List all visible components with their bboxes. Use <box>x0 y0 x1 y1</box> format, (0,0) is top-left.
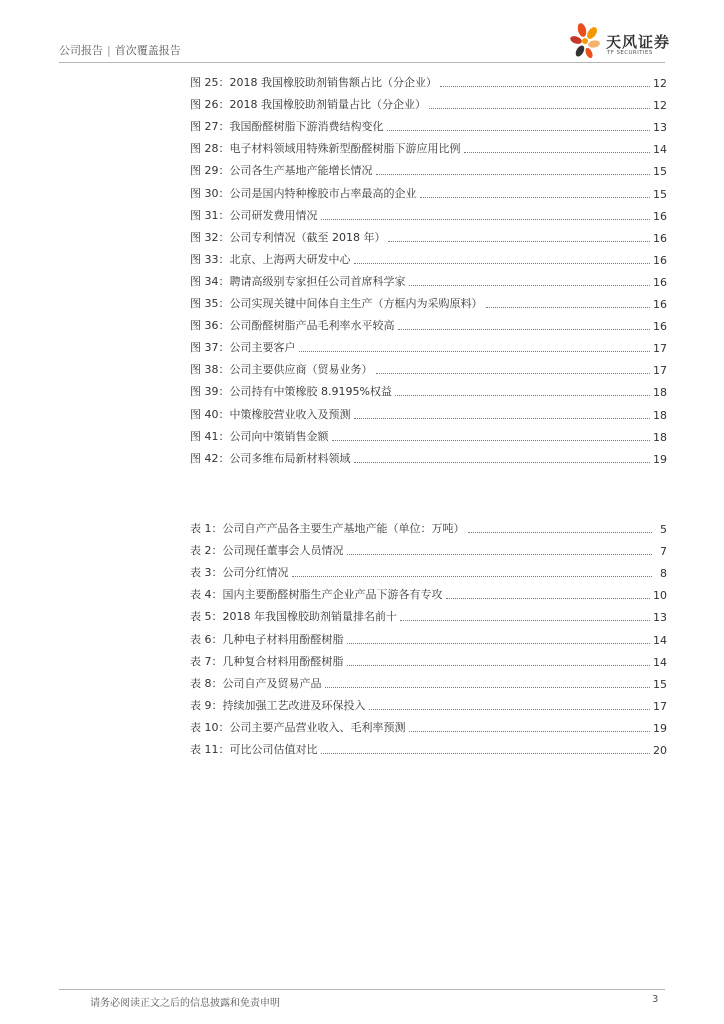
dot-leader <box>325 686 651 688</box>
toc-entry-page: 16 <box>653 298 667 312</box>
dot-leader <box>398 328 651 330</box>
toc-entry-page: 13 <box>653 121 667 135</box>
toc-entry-label: 表 7：几种复合材料用酚醛树脂 <box>190 654 344 668</box>
header-title <box>59 42 181 58</box>
toc-entry-page: 12 <box>653 77 667 91</box>
dot-leader <box>464 151 651 153</box>
toc-entry-label: 图 39：公司持有中策橡胶 8.9195%权益 <box>190 385 392 399</box>
toc-entry-page: 8 <box>660 567 667 581</box>
dot-leader <box>354 461 651 463</box>
dot-leader <box>388 240 650 242</box>
dot-leader <box>395 394 650 396</box>
toc-entry-label: 表 6：几种电子材料用酚醛树脂 <box>190 632 344 646</box>
toc-entry-page: 10 <box>653 589 667 603</box>
toc-entry-label: 图 35：公司实现关键中间体自主生产（方框内为采购原料） <box>190 297 483 311</box>
figure-entry[interactable] <box>190 289 667 311</box>
toc-entry-page: 15 <box>653 677 667 691</box>
figure-entry[interactable] <box>190 134 667 156</box>
table-entry[interactable] <box>190 536 667 558</box>
toc-entry-page: 18 <box>653 408 667 422</box>
toc-entry-page: 16 <box>653 320 667 334</box>
figure-entry[interactable] <box>190 355 667 377</box>
table-entry[interactable] <box>190 713 667 735</box>
toc-entry-label: 图 36：公司酚醛树脂产品毛利率水平较高 <box>190 319 395 333</box>
toc-entry-label: 图 32：公司专利情况（截至 2018 年） <box>190 230 386 244</box>
toc-entry-label: 图 33：北京、上海两大研发中心 <box>190 252 351 266</box>
toc-entry-label: 图 27：我国酚醛树脂下游消费结构变化 <box>190 120 384 134</box>
toc-entry-label: 表 5：2018 年我国橡胶助剂销量排名前十 <box>190 610 397 624</box>
figure-index <box>190 68 667 466</box>
dot-leader <box>446 597 651 599</box>
toc-entry-label: 表 11：可比公司估值对比 <box>190 743 318 757</box>
figure-entry[interactable] <box>190 333 667 355</box>
table-entry[interactable] <box>190 735 667 757</box>
dot-leader <box>299 350 651 352</box>
dot-leader <box>468 531 653 533</box>
figure-entry[interactable] <box>190 90 667 112</box>
toc-entry-page: 14 <box>653 655 667 669</box>
toc-entry-label: 表 9：持续加强工艺改进及环保投入 <box>190 698 366 712</box>
table-entry[interactable] <box>190 558 667 580</box>
toc-entry-label: 图 28：电子材料领域用特殊新型酚醛树脂下游应用比例 <box>190 142 461 156</box>
logo-chinese-name: 天风证券 <box>606 33 671 51</box>
toc-entry-label: 图 30：公司是国内特种橡胶市占率最高的企业 <box>190 186 417 200</box>
toc-entry-page: 19 <box>653 721 667 735</box>
toc-entry-page: 12 <box>653 99 667 113</box>
page-number: 3 <box>652 994 659 1005</box>
toc-entry-page: 14 <box>653 633 667 647</box>
figure-entry[interactable] <box>190 156 667 178</box>
dot-leader <box>440 85 650 87</box>
table-entry[interactable] <box>190 669 667 691</box>
table-entry[interactable] <box>190 580 667 602</box>
flower-logo-icon <box>568 22 604 62</box>
dot-leader <box>376 372 651 374</box>
toc-entry-page: 5 <box>660 523 667 537</box>
dot-leader <box>409 284 651 286</box>
report-subtype: 首次覆盖报告 <box>114 44 181 57</box>
dot-leader <box>347 642 651 644</box>
dot-leader <box>321 218 651 220</box>
table-entry[interactable] <box>190 691 667 713</box>
toc-entry-label: 表 1：公司自产产品各主要生产基地产能（单位：万吨） <box>190 522 465 536</box>
dot-leader <box>409 730 651 732</box>
toc-entry-page: 14 <box>653 143 667 157</box>
toc-entry-label: 表 10：公司主要产品营业收入、毛利率预测 <box>190 720 406 734</box>
dot-leader <box>354 417 651 419</box>
tf-securities-logo <box>568 22 671 62</box>
toc-entry-label: 图 26：2018 我国橡胶助剂销量占比（分企业） <box>190 98 426 112</box>
figure-entry[interactable] <box>190 112 667 134</box>
header-divider <box>59 62 665 63</box>
table-entry[interactable] <box>190 647 667 669</box>
toc-entry-label: 图 37：公司主要客户 <box>190 341 296 355</box>
toc-entry-page: 16 <box>653 231 667 245</box>
toc-entry-label: 图 41：公司向中策销售金额 <box>190 429 329 443</box>
dot-leader <box>347 664 651 666</box>
toc-entry-page: 18 <box>653 430 667 444</box>
figure-entry[interactable] <box>190 68 667 90</box>
dot-leader <box>387 129 651 131</box>
dot-leader <box>369 708 651 710</box>
footer-divider <box>59 989 665 990</box>
toc-entry-page: 20 <box>653 744 667 758</box>
toc-entry-label: 表 3：公司分红情况 <box>190 566 289 580</box>
dot-leader <box>332 439 651 441</box>
dot-leader <box>321 752 651 754</box>
dot-leader <box>292 575 653 577</box>
toc-entry-page: 18 <box>653 386 667 400</box>
toc-entry-label: 图 29：公司各生产基地产能增长情况 <box>190 164 373 178</box>
toc-entry-page: 7 <box>660 545 667 559</box>
figure-entry[interactable] <box>190 223 667 245</box>
toc-entry-label: 图 40：中策橡胶营业收入及预测 <box>190 407 351 421</box>
toc-entry-page: 15 <box>653 187 667 201</box>
toc-entry-label: 表 8：公司自产及贸易产品 <box>190 676 322 690</box>
toc-entry-page: 16 <box>653 275 667 289</box>
figure-entry[interactable] <box>190 245 667 267</box>
table-index <box>190 514 667 757</box>
toc-entry-label: 表 4：国内主要酚醛树脂生产企业产品下游各有专攻 <box>190 588 443 602</box>
toc-entry-label: 图 31：公司研发费用情况 <box>190 208 318 222</box>
toc-entry-label: 图 34：聘请高级别专家担任公司首席科学家 <box>190 274 406 288</box>
figure-entry[interactable] <box>190 377 667 399</box>
figure-entry[interactable] <box>190 201 667 223</box>
toc-entry-page: 19 <box>653 452 667 466</box>
table-entry[interactable] <box>190 514 667 536</box>
figure-entry[interactable] <box>190 178 667 200</box>
figure-entry[interactable] <box>190 267 667 289</box>
toc-entry-page: 13 <box>653 611 667 625</box>
header-separator: | <box>107 44 111 57</box>
dot-leader <box>400 619 650 621</box>
toc-entry-label: 图 42：公司多维布局新材料领域 <box>190 451 351 465</box>
dot-leader <box>486 306 651 308</box>
dot-leader <box>354 262 651 264</box>
figure-entry[interactable] <box>190 311 667 333</box>
toc-entry-label: 表 2：公司现任董事会人员情况 <box>190 544 344 558</box>
dot-leader <box>429 107 650 109</box>
toc-entry-page: 15 <box>653 165 667 179</box>
dot-leader <box>376 173 651 175</box>
toc-entry-page: 17 <box>653 342 667 356</box>
dot-leader <box>347 553 653 555</box>
table-entry[interactable] <box>190 602 667 624</box>
figure-entry[interactable] <box>190 422 667 444</box>
logo-english-name: TF SECURITIES <box>607 50 653 56</box>
figure-entry[interactable] <box>190 444 667 466</box>
report-type: 公司报告 <box>59 44 103 57</box>
table-entry[interactable] <box>190 624 667 646</box>
toc-entry-page: 17 <box>653 699 667 713</box>
footer-disclaimer: 请务必阅读正文之后的信息披露和免责申明 <box>90 998 280 1009</box>
toc-entry-page: 16 <box>653 209 667 223</box>
toc-entry-page: 17 <box>653 364 667 378</box>
toc-entry-page: 16 <box>653 253 667 267</box>
toc-entry-label: 图 38：公司主要供应商（贸易业务） <box>190 363 373 377</box>
figure-entry[interactable] <box>190 399 667 421</box>
toc-entry-label: 图 25：2018 我国橡胶助剂销售额占比（分企业） <box>190 76 437 90</box>
dot-leader <box>420 196 651 198</box>
